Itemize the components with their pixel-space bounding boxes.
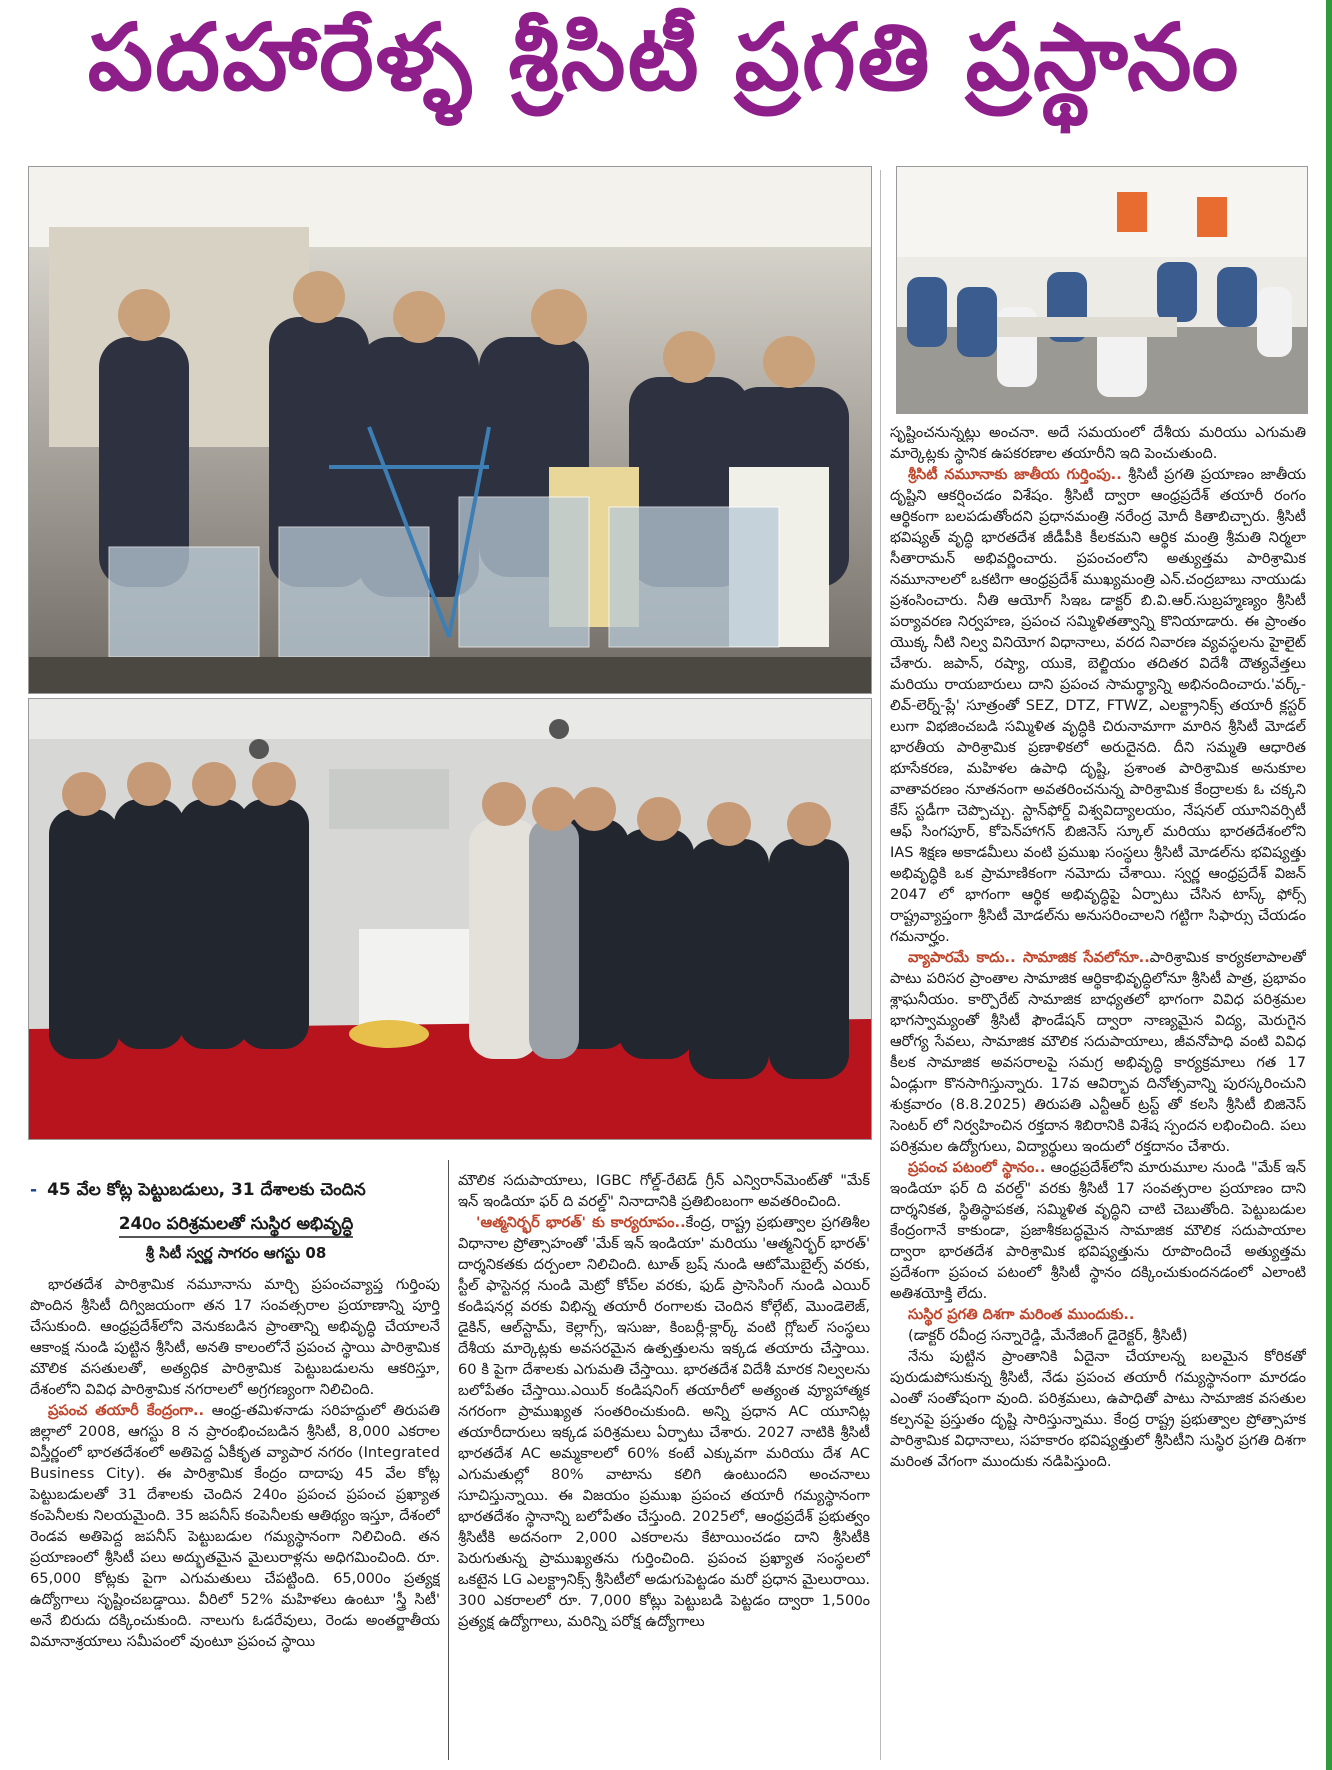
col3-paragraph-4	[890, 1157, 1306, 1304]
col3-paragraph-7: నేను పుట్టిన ప్రాంతానికి ఏదైనా చేయాలన్న బలమైన కోరికతో పురుడుపోసుకున్న శ్రీసిటీ, నేడు ప్రపంచ తయారీ గమ్యస్థానంగా మారడం ఎంతో సంతోషంగా వుంది. పరిశ్రమలు, ఉపాధితో పాటు సామాజిక వసతుల కల్పనపై ప్రస్తుతం దృష్టి సారిస్తున్నాము. కేంద్ర రాష్ట్ర ప్రభుత్వాల ప్రోత్సాహక పారిశ్రామిక విధానాలు, సహకారం భవిష్యత్తులో శ్రీసిటీని సుస్థిర ప్రగతి దిశగా మరింత వేగంగా ముందుకు నడిపిస్తుంది.	[890, 1348, 1306, 1470]
photo-exhibition	[28, 166, 872, 694]
col2-paragraph-1: మౌలిక సదుపాయాలు, IGBC గోల్డ్-రేటెడ్ గ్రీన్ ఎన్విరాన్‌మెంట్‌తో "మేక్ ఇన్ ఇండియా ఫర్ ది వరల్డ్" నినాదానికి ప్రతిబింబంగా అవతరించింది.	[458, 1172, 870, 1210]
col3-lead-4: ప్రపంచ పటంలో స్థానం..	[908, 1159, 1046, 1176]
col1-lead-2: ప్రపంచ తయారీ కేంద్రంగా..	[48, 1402, 205, 1419]
col2-paragraph-2	[458, 1212, 870, 1632]
headline: పదహారేళ్ళ శ్రీసిటీ ప్రగతి ప్రస్థానం	[87, 4, 1241, 111]
subhead-line1: 45 వేల కోట్ల పెట్టుబడులు, 31 దేశాలకు చెందిన	[47, 1180, 366, 1200]
col3-paragraph-5	[890, 1304, 1306, 1325]
col2-text-2: కేంద్ర, రాష్ట్ర ప్రభుత్వాల ప్రగతిశీల విధానాల ప్రోత్సాహంతో 'మేక్ ఇన్ ఇండియా' మరియు 'ఆత్మనిర్భర్ భారత్' దార్శనికతకు దర్పంలా నిలిచింది. టూత్ బ్రష్ నుండి ఆటోమొబైల్స్ వరకు, స్టీల్ ఫాస్టెనర్ల నుండి మెట్రో కోచ్‌ల వరకు, ఫుడ్ ప్రాసెసింగ్ నుండి ఎయిర్ కండిషనర్ల వరకు విభిన్న తయారీ రంగాలకు చెందిన కోల్గేట్, మొండెలెజ్, డైకిన్, ఆల్‌స్టామ్, కెల్లాగ్స్, ఇసుజు, కింబర్లీ-క్లార్క్ వంటి గ్లోబల్ సంస్థలు దేశీయ మార్కెట్లకు అవసరమైన ఉత్పత్తులను ఇక్కడ తయారు చేస్తాయి. 60 కి పైగా దేశాలకు ఎగుమతి చేస్తాయి. భారతదేశ విదేశీ మారక నిల్వలను బలోపేతం చేస్తాయి.ఎయిర్ కండిషనింగ్ తయారీలో అత్యంత వ్యూహాత్మక నగరంగా ప్రాముఖ్యత సంతరించుకుంది. అన్ని ప్రధాన AC యూనిట్ల తయారీదారులు ఇక్కడ పరిశ్రమలు ఏర్పాటు చేశారు. 2027 నాటికి శ్రీసిటీ భారతదేశ AC అమ్మకాలలో 60% కంటే ఎక్కువగా మరియు దేశ AC ఎగుమతుల్లో 80% వాటాను కలిగి ఉంటుందని అంచనాలు సూచిస్తున్నాయి. ఈ విజయం ప్రముఖ ప్రపంచ తయారీ గమ్యస్థానంగా భారతదేశం స్థానాన్ని బలోపేతం చేస్తుంది. 2025లో, ఆంధ్రప్రదేశ్ ప్రభుత్వం శ్రీసిటీకి అదనంగా 2,000 ఎకరాలను కేటాయించడం దాని శ్రీసిటీకి పెరుగుతున్న ప్రాముఖ్యతను గుర్తించింది. ప్రపంచ ప్రఖ్యాత సంస్థలలో ఒకటైన LG ఎలక్ట్రానిక్స్ శ్రీసిటీలో అడుగుపెట్టడం మరో ప్రధాన మైలురాయి. 300 ఎకరాలలో రూ. 7,000 కోట్లు పెట్టుబడి పెట్టడం ద్వారా 1,500ం ప్రత్యక్ష ఉద్యోగాలు, మరిన్ని పరోక్ష ఉద్యోగాలు	[458, 1214, 870, 1630]
column-1	[30, 1274, 440, 1758]
subhead-dash: -	[30, 1180, 38, 1200]
col1-text-2: ఆంధ్ర-తమిళనాడు సరిహద్దులో తిరుపతి జిల్లాలో 2008, ఆగస్టు 8 న ప్రారంభించబడిన శ్రీసిటీ, 8,000 ఎకరాల విస్తీర్ణంలో భారతదేశంలో అతిపెద్ద ఏకీకృత వ్యాపార నగరం (Integrated Business City). ఈ పారిశ్రామిక కేంద్రం దాదాపు 45 వేల కోట్ల పెట్టుబడులతో 31 దేశాలకు చెందిన 240ం ప్రపంచ ప్రపంచ ప్రఖ్యాత కంపెనీలకు నిలయమైంది. 35 జపనీస్ కంపెనీలకు ఆతిథ్యం ఇస్తూ, దేశంలో రెండవ అతిపెద్ద జపనీస్ పెట్టుబడుల గమ్యస్థానంగా నిలిచింది. తన ప్రయాణంలో శ్రీసిటీ పలు అద్భుతమైన మైలురాళ్లను అధిగమించింది. రూ. 65,000 కోట్లకు పైగా ఎగుమతులు చేపట్టింది. 65,000ం ప్రత్యక్ష ఉద్యోగాలు సృష్టించబడ్డాయి. వీరిలో 52% మహిళలు ఉంటూ 'స్త్రీ సిటీ' అనే బిరుదు దక్కించుకుంది. నాలుగు ఓడరేవులు, రెండు అంతర్జాతీయ విమానాశ్రయాలు సమీపంలో వుంటూ ప్రపంచ స్థాయి	[30, 1402, 440, 1650]
photo-group	[28, 698, 872, 1140]
column-rule-1	[448, 1160, 449, 1760]
dateline: శ్రీ సిటీ స్వర్ణ సాగరం ఆగస్టు 08	[145, 1244, 327, 1262]
photo-camp	[896, 166, 1308, 414]
col3-paragraph-6: (డాక్టర్ రవీంద్ర సన్నారెడ్డి, మేనేజింగ్ డైరెక్టర్, శ్రీసిటీ)	[908, 1327, 1188, 1344]
col1-paragraph-2	[30, 1400, 440, 1652]
col3-text-4: ఆంధ్రప్రదేశ్‌లోని మారుమూల నుండి "మేక్ ఇన్ ఇండియా ఫర్ ది వరల్డ్" వరకు శ్రీసిటీ 17 సంవత్సరాల ప్రయాణం దాని దార్శనికత, స్థితిస్థాపకత, సమ్మిళిత వృద్ధిని చాటి చెబుతోంది. పెట్టుబడుల కేంద్రంగానే కాకుండా, ప్రజాశీకబద్ధమైన సామాజిక మౌలిక సదుపాయాల ద్వారా భారతదేశ పారిశ్రామిక భవిష్యత్తును రూపొందించే అత్యుత్తమ ప్రదేశంగా ప్రపంచ పటంలో శ్రీసిటీ స్థానం దక్కించుకుందనడంలో ఎలాంటి అతిశయోక్తి లేదు.	[890, 1159, 1306, 1302]
col2-lead-2: 'ఆత్మనిర్భర్ భారత్' కు కార్యరూపం..	[476, 1214, 686, 1231]
col3-text-3: పారిశ్రామిక కార్యకలాపాలతో పాటు పరిసర ప్రాంతాల సామాజిక ఆర్థికాభివృద్ధిలోనూ శ్రీసిటీ పాత్ర, ప్రభావం శ్లాఘనీయం. కార్పొరేట్ సామాజిక బాధ్యతలో భాగంగా వివిధ పరిశ్రమల భాగస్వామ్యంతో శ్రీసిటీ ఫౌండేషన్ ద్వారా నాణ్యమైన విద్య, మెరుగైన ఆరోగ్య సేవలు, సామాజిక మౌలిక సదుపాయాలు, జీవనోపాధి వంటి వివిధ కీలక సామాజిక అవసరాలపై సమగ్ర అభివృద్ధి కార్యక్రమాలు గత 17 ఏండ్లుగా కొనసాగిస్తున్నారు. 17వ ఆవిర్భావ దినోత్సవాన్ని పురస్కరించుని శుక్రవారం (8.8.2025) తిరుపతి ఎన్టీఆర్ ట్రస్ట్ తో కలసి శ్రీసిటీ బిజినెస్ సెంటర్ లో నిర్వహించిన రక్తదాన శిబిరానికి విశేష స్పందన లభించింది. పలు పరిశ్రమల ఉద్యోగులు, విద్యార్థులు ఇందులో రక్తదానం చేశారు.	[890, 949, 1306, 1155]
col3-lead-5: సుస్థిర ప్రగతి దిశగా మరింత ముందుకు..	[908, 1306, 1135, 1323]
subhead	[30, 1175, 442, 1239]
col3-lead-2: శ్రీసిటీ నమూనాకు జాతీయ గుర్తింపు..	[908, 466, 1122, 483]
column-3	[890, 422, 1306, 1758]
col1-paragraph-1: భారతదేశ పారిశ్రామిక నమూనాను మార్చి ప్రపంచవ్యాప్త గుర్తింపు పొందిన శ్రీసిటీ దిగ్విజయంగా తన 17 సంవత్సరాల ప్రయాణాన్ని పూర్తి చేసుకుంది. ఆంధ్రప్రదేశ్‌లోని వెనుకబడిన ప్రాంతాన్ని అభివృద్ధి చేయాలనే ఆకాంక్ష నుండి పుట్టిన శ్రీసిటీ, అనతి కాలంలోనే ప్రపంచ స్థాయి పారిశ్రామిక మౌలిక వసతులతో, అత్యధిక పారిశ్రామిక పెట్టుబడులను ఆకరిస్తూ, దేశంలోని వివిధ పారిశ్రామిక నగరాలలో అగ్రగణ్యంగా నిలిచింది.	[30, 1276, 440, 1398]
col3-text-2: శ్రీసిటీ ప్రగతి ప్రయాణం జాతీయ దృష్టిని ఆకర్షించడం విశేషం. శ్రీసిటీ ద్వారా ఆంధ్రప్రదేశ్ తయారీ రంగం ఆర్థికంగా బలపడుతోందని ప్రధానమంత్రి నరేంద్ర మోదీ కితాబిచ్చారు. శ్రీసిటీ భవిష్యత్ వృద్ధి భారతదేశ జీడీపీకి కీలకమని ఆర్థిక మంత్రి శ్రీమతి నిర్మలా సీతారామన్ అభివర్ణించారు. ప్రపంచంలోని అత్యుత్తమ పారిశ్రామిక నమూనాలలో ఒకటిగా ఆంధ్రప్రదేశ్ ముఖ్యమంత్రి ఎన్.చంద్రబాబు నాయుడు ప్రశంసించారు. నీతి ఆయోగ్ సిఇఒ డాక్టర్ బి.వి.ఆర్.సుబ్రహ్మణ్యం శ్రీసిటీ పర్యావరణ నిర్వహణ, ప్రపంచ సమ్మిళితత్వాన్ని కొనియాడారు. ఈ ప్రాంతం యొక్క నీటి నిల్వ వినియోగ విధానాలు, వరద నివారణ వ్యవస్థలను హైలైట్ చేశారు. జపాన్, రష్యా, యుకె, బెల్జియం తదితర విదేశీ దౌత్యవేత్తలు మరియు రాయబారులు దాని ప్రపంచ సామర్థ్యాన్ని అభినందించారు.'వర్క్-లివ్-లెర్న్-ప్లే' సూత్రంతో SEZ, DTZ, FTWZ, ఎలక్ట్రానిక్స్ తయారీ క్లస్టర్ లుగా విభజించబడి సమ్మిళిత వృద్ధికి చిరునామాగా మారిన శ్రీసిటీ మోడల్ భారతీయ పారిశ్రామిక ప్రణాళికలో అరుదైనది. దీని సమ్మతి ఆధారిత భూసేకరణ, మహిళల ఉపాధి దృష్టి, ప్రశాంత పారిశ్రామిక అనుకూల వాతావరణం నూతనంగా అవతరించనున్న పారిశ్రామిక కేంద్రాలకు ఓ చక్కని కేస్ స్టడీగా చెప్పొచ్చు. స్టాన్‌ఫోర్డ్ విశ్వవిద్యాలయం, నేషనల్ యూనివర్సిటీ ఆఫ్ సింగపూర్, కోపెన్‌హాగన్ బిజినెస్ స్కూల్ మరియు భారతదేశంలోని IAS శిక్షణ అకాడమీలు వంటి ప్రముఖ సంస్థలు శ్రీసిటీ మోడల్‌ను భవిష్యత్తు అభివృద్ధికి ఒక ప్రామాణికంగా నమోదు చేశాయి. స్వర్ణ ఆంధ్రప్రదేశ్ విజన్ 2047 లో భాగంగా ఆర్థిక అభివృద్ధిపై ఏర్పాటు చేసిన టాస్క్ ఫోర్స్ రాష్ట్రవ్యాప్తంగా శ్రీసిటీ మోడల్‌ను అనుసరించాలని గట్టిగా సిఫార్సు చేయడం గమనార్హం.	[890, 466, 1306, 945]
col3-paragraph-3	[890, 947, 1306, 1157]
column-rule-2	[880, 170, 881, 1760]
page-edge-bar	[1326, 0, 1332, 1770]
subhead-line2: 240ం పరిశ్రమలతో సుస్థిర అభివృద్ధి	[119, 1214, 354, 1238]
col3-paragraph-2	[890, 464, 1306, 947]
col3-lead-3: వ్యాపారమే కాదు.. సామాజిక సేవలోనూ..	[908, 949, 1150, 966]
col3-paragraph-1: సృష్టించనున్నట్లు అంచనా. అదే సమయంలో దేశీయ మరియు ఎగుమతి మార్కెట్లకు స్థానిక ఉపకరణాల తయారీని ఇది పెంచుతుంది.	[890, 424, 1306, 462]
column-2	[458, 1170, 870, 1758]
